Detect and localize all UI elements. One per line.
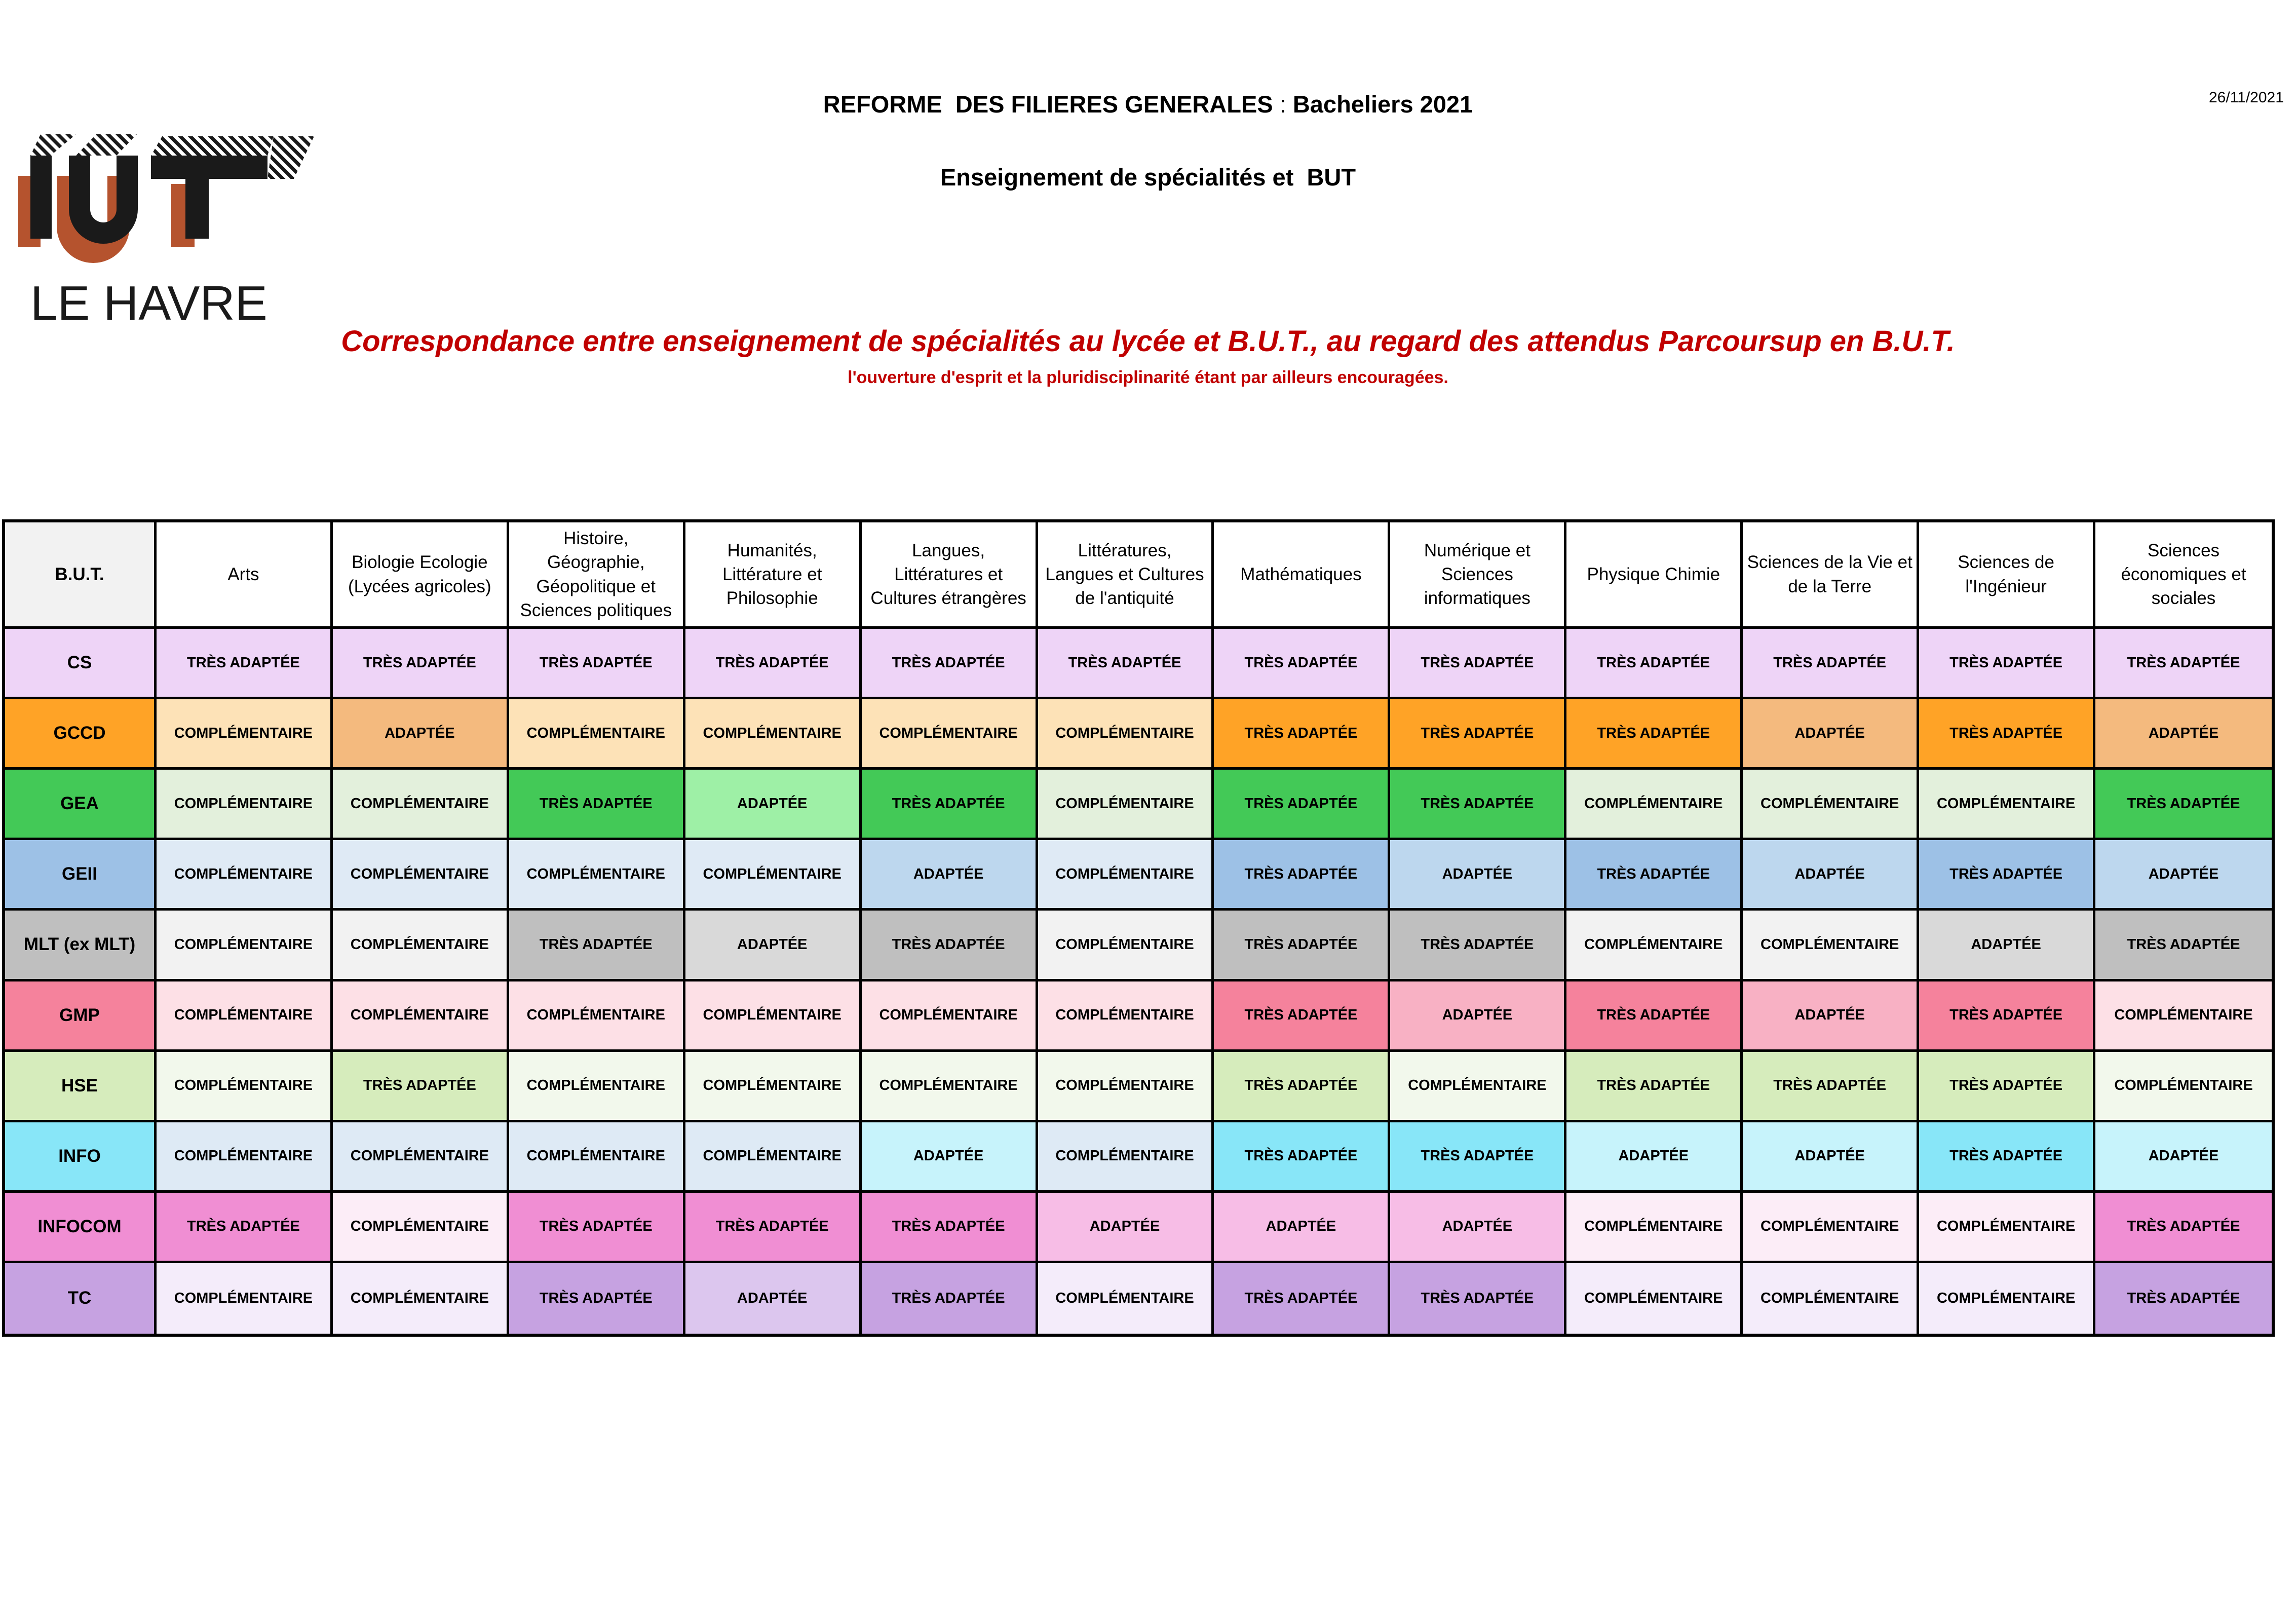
column-header: Sciences de la Vie et de la Terre — [1743, 522, 1919, 629]
column-header: Littératures, Langues et Cultures de l'antiquité — [1038, 522, 1214, 629]
matrix-cell: ADAPTÉE — [2095, 1122, 2272, 1193]
title-main: REFORME DES FILIERES GENERALES — [823, 91, 1273, 118]
matrix-cell: COMPLÉMENTAIRE — [2095, 981, 2272, 1052]
matrix-cell: ADAPTÉE — [1038, 1193, 1214, 1263]
row-label-cs: CS — [5, 629, 157, 699]
matrix-cell: TRÈS ADAPTÉE — [509, 911, 685, 981]
logo-city: LE HAVRE — [30, 276, 267, 330]
matrix-cell: TRÈS ADAPTÉE — [157, 629, 333, 699]
matrix-cell: COMPLÉMENTAIRE — [1743, 911, 1919, 981]
matrix-cell: TRÈS ADAPTÉE — [509, 1263, 685, 1334]
matrix-cell: TRÈS ADAPTÉE — [862, 1263, 1038, 1334]
matrix-cell: COMPLÉMENTAIRE — [685, 1052, 862, 1122]
matrix-cell: TRÈS ADAPTÉE — [1390, 911, 1566, 981]
matrix-cell: COMPLÉMENTAIRE — [1038, 770, 1214, 840]
matrix-cell: COMPLÉMENTAIRE — [333, 981, 509, 1052]
matrix-cell: ADAPTÉE — [2095, 840, 2272, 911]
matrix-cell: COMPLÉMENTAIRE — [333, 1193, 509, 1263]
matrix-cell: ADAPTÉE — [1919, 911, 2095, 981]
matrix-cell: TRÈS ADAPTÉE — [862, 770, 1038, 840]
matrix-cell: COMPLÉMENTAIRE — [1038, 1263, 1214, 1334]
matrix-cell: TRÈS ADAPTÉE — [1390, 699, 1566, 770]
matrix-cell: TRÈS ADAPTÉE — [1743, 1052, 1919, 1122]
title-year: Bacheliers 2021 — [1292, 91, 1473, 118]
page-subtitle: Enseignement de spécialités et BUT — [940, 164, 1356, 191]
matrix-cell: COMPLÉMENTAIRE — [685, 1122, 862, 1193]
matrix-cell: COMPLÉMENTAIRE — [157, 770, 333, 840]
matrix-cell: COMPLÉMENTAIRE — [509, 981, 685, 1052]
matrix-cell: COMPLÉMENTAIRE — [157, 1263, 333, 1334]
matrix-cell: ADAPTÉE — [333, 699, 509, 770]
matrix-cell: ADAPTÉE — [1214, 1193, 1390, 1263]
matrix-cell: COMPLÉMENTAIRE — [509, 1052, 685, 1122]
matrix-cell: TRÈS ADAPTÉE — [1390, 770, 1566, 840]
matrix-cell: COMPLÉMENTAIRE — [1038, 1122, 1214, 1193]
matrix-cell: COMPLÉMENTAIRE — [1038, 840, 1214, 911]
matrix-cell: COMPLÉMENTAIRE — [1743, 1263, 1919, 1334]
matrix-cell: TRÈS ADAPTÉE — [333, 1052, 509, 1122]
matrix-cell: TRÈS ADAPTÉE — [1566, 840, 1743, 911]
correspondence-note: l'ouverture d'esprit et la pluridisciplinarité étant par ailleurs encouragées. — [848, 368, 1448, 387]
matrix-cell: TRÈS ADAPTÉE — [2095, 1193, 2272, 1263]
matrix-cell: COMPLÉMENTAIRE — [157, 981, 333, 1052]
matrix-cell: TRÈS ADAPTÉE — [1919, 1122, 2095, 1193]
matrix-cell: TRÈS ADAPTÉE — [2095, 911, 2272, 981]
row-label-geii: GEII — [5, 840, 157, 911]
column-header: Numérique et Sciences informatiques — [1390, 522, 1566, 629]
matrix-cell: TRÈS ADAPTÉE — [1214, 1122, 1390, 1193]
page-title — [0, 90, 2296, 118]
matrix-cell: COMPLÉMENTAIRE — [1919, 770, 2095, 840]
matrix-cell: COMPLÉMENTAIRE — [1566, 1263, 1743, 1334]
matrix-cell: TRÈS ADAPTÉE — [509, 1193, 685, 1263]
matrix-cell: COMPLÉMENTAIRE — [685, 699, 862, 770]
row-label-gmp: GMP — [5, 981, 157, 1052]
matrix-cell: ADAPTÉE — [685, 911, 862, 981]
matrix-cell: ADAPTÉE — [1743, 840, 1919, 911]
matrix-cell: COMPLÉMENTAIRE — [862, 981, 1038, 1052]
matrix-cell: COMPLÉMENTAIRE — [1038, 1052, 1214, 1122]
matrix-cell: TRÈS ADAPTÉE — [862, 911, 1038, 981]
matrix-cell: COMPLÉMENTAIRE — [1919, 1263, 2095, 1334]
matrix-cell: ADAPTÉE — [2095, 699, 2272, 770]
column-header: Langues, Littératures et Cultures étrangères — [862, 522, 1038, 629]
iut-le-havre-logo — [10, 129, 329, 332]
matrix-cell: ADAPTÉE — [1566, 1122, 1743, 1193]
matrix-cell: TRÈS ADAPTÉE — [1214, 840, 1390, 911]
row-label-hse: HSE — [5, 1052, 157, 1122]
matrix-cell: TRÈS ADAPTÉE — [1214, 1052, 1390, 1122]
matrix-cell: COMPLÉMENTAIRE — [333, 840, 509, 911]
matrix-cell: TRÈS ADAPTÉE — [2095, 629, 2272, 699]
matrix-cell: COMPLÉMENTAIRE — [685, 981, 862, 1052]
matrix-cell: COMPLÉMENTAIRE — [1743, 770, 1919, 840]
matrix-cell: TRÈS ADAPTÉE — [1743, 629, 1919, 699]
row-label-gccd: GCCD — [5, 699, 157, 770]
header-corner-but: B.U.T. — [5, 522, 157, 629]
matrix-cell: TRÈS ADAPTÉE — [1566, 1052, 1743, 1122]
row-label-info: INFO — [5, 1122, 157, 1193]
matrix-cell: COMPLÉMENTAIRE — [333, 911, 509, 981]
matrix-cell: TRÈS ADAPTÉE — [333, 629, 509, 699]
matrix-cell: TRÈS ADAPTÉE — [1214, 981, 1390, 1052]
matrix-cell: TRÈS ADAPTÉE — [1919, 629, 2095, 699]
matrix-cell: TRÈS ADAPTÉE — [685, 629, 862, 699]
matrix-cell: TRÈS ADAPTÉE — [1390, 629, 1566, 699]
column-header: Sciences économiques et sociales — [2095, 522, 2272, 629]
matrix-cell: TRÈS ADAPTÉE — [862, 629, 1038, 699]
matrix-cell: COMPLÉMENTAIRE — [862, 699, 1038, 770]
matrix-cell: COMPLÉMENTAIRE — [333, 770, 509, 840]
matrix-cell: COMPLÉMENTAIRE — [157, 840, 333, 911]
matrix-cell: COMPLÉMENTAIRE — [1919, 1193, 2095, 1263]
matrix-cell: COMPLÉMENTAIRE — [1038, 911, 1214, 981]
matrix-cell: TRÈS ADAPTÉE — [685, 1193, 862, 1263]
matrix-cell: ADAPTÉE — [685, 770, 862, 840]
title-colon: : — [1273, 91, 1293, 118]
matrix-cell: ADAPTÉE — [685, 1263, 862, 1334]
matrix-cell: TRÈS ADAPTÉE — [1566, 629, 1743, 699]
matrix-cell: COMPLÉMENTAIRE — [2095, 1052, 2272, 1122]
matrix-cell: TRÈS ADAPTÉE — [2095, 1263, 2272, 1334]
matrix-cell: COMPLÉMENTAIRE — [1743, 1193, 1919, 1263]
matrix-cell: ADAPTÉE — [1743, 699, 1919, 770]
row-label-tc: TC — [5, 1263, 157, 1334]
matrix-cell: TRÈS ADAPTÉE — [1214, 699, 1390, 770]
matrix-cell: COMPLÉMENTAIRE — [509, 1122, 685, 1193]
matrix-cell: TRÈS ADAPTÉE — [1566, 699, 1743, 770]
matrix-cell: TRÈS ADAPTÉE — [509, 770, 685, 840]
matrix-cell: ADAPTÉE — [862, 1122, 1038, 1193]
correspondence-title: Correspondance entre enseignement de spécialités au lycée et B.U.T., au regard des attendus Parcoursup en B.U.T. — [341, 325, 1955, 358]
document-date: 26/11/2021 — [2209, 89, 2284, 106]
matrix-cell: TRÈS ADAPTÉE — [862, 1193, 1038, 1263]
matrix-cell: TRÈS ADAPTÉE — [1390, 1263, 1566, 1334]
matrix-cell: COMPLÉMENTAIRE — [1566, 911, 1743, 981]
matrix-cell: TRÈS ADAPTÉE — [1214, 629, 1390, 699]
matrix-cell: COMPLÉMENTAIRE — [862, 1052, 1038, 1122]
matrix-cell: TRÈS ADAPTÉE — [157, 1193, 333, 1263]
matrix-cell: COMPLÉMENTAIRE — [333, 1263, 509, 1334]
matrix-cell: COMPLÉMENTAIRE — [157, 1122, 333, 1193]
matrix-cell: COMPLÉMENTAIRE — [509, 840, 685, 911]
column-header: Humanités, Littérature et Philosophie — [685, 522, 862, 629]
matrix-cell: COMPLÉMENTAIRE — [333, 1122, 509, 1193]
matrix-cell: TRÈS ADAPTÉE — [1919, 1052, 2095, 1122]
matrix-cell: ADAPTÉE — [1743, 1122, 1919, 1193]
column-header: Biologie Ecologie (Lycées agricoles) — [333, 522, 509, 629]
matrix-cell: TRÈS ADAPTÉE — [1214, 770, 1390, 840]
matrix-cell: COMPLÉMENTAIRE — [1038, 699, 1214, 770]
specialty-matrix-table — [2, 519, 2275, 1337]
column-header: Arts — [157, 522, 333, 629]
matrix-cell: TRÈS ADAPTÉE — [1038, 629, 1214, 699]
matrix-cell: COMPLÉMENTAIRE — [1566, 770, 1743, 840]
matrix-cell: COMPLÉMENTAIRE — [157, 1052, 333, 1122]
matrix-cell: COMPLÉMENTAIRE — [685, 840, 862, 911]
matrix-cell: COMPLÉMENTAIRE — [157, 699, 333, 770]
matrix-cell: TRÈS ADAPTÉE — [1214, 911, 1390, 981]
matrix-cell: TRÈS ADAPTÉE — [1919, 699, 2095, 770]
column-header: Mathématiques — [1214, 522, 1390, 629]
matrix-cell: ADAPTÉE — [1390, 981, 1566, 1052]
row-label-infocom: INFOCOM — [5, 1193, 157, 1263]
column-header: Sciences de l'Ingénieur — [1919, 522, 2095, 629]
matrix-cell: ADAPTÉE — [1390, 840, 1566, 911]
matrix-cell: TRÈS ADAPTÉE — [2095, 770, 2272, 840]
row-label-mlt-ex-mlt: MLT (ex MLT) — [5, 911, 157, 981]
matrix-cell: TRÈS ADAPTÉE — [509, 629, 685, 699]
column-header: Physique Chimie — [1566, 522, 1743, 629]
matrix-cell: ADAPTÉE — [862, 840, 1038, 911]
matrix-cell: TRÈS ADAPTÉE — [1390, 1122, 1566, 1193]
matrix-cell: ADAPTÉE — [1743, 981, 1919, 1052]
matrix-cell: COMPLÉMENTAIRE — [509, 699, 685, 770]
column-header: Histoire, Géographie, Géopolitique et Sciences politiques — [509, 522, 685, 629]
matrix-cell: COMPLÉMENTAIRE — [1038, 981, 1214, 1052]
matrix-cell: TRÈS ADAPTÉE — [1919, 840, 2095, 911]
matrix-cell: TRÈS ADAPTÉE — [1214, 1263, 1390, 1334]
row-label-gea: GEA — [5, 770, 157, 840]
matrix-cell: ADAPTÉE — [1390, 1193, 1566, 1263]
matrix-cell: COMPLÉMENTAIRE — [157, 911, 333, 981]
matrix-cell: COMPLÉMENTAIRE — [1390, 1052, 1566, 1122]
matrix-cell: TRÈS ADAPTÉE — [1919, 981, 2095, 1052]
matrix-cell: TRÈS ADAPTÉE — [1566, 981, 1743, 1052]
matrix-cell: COMPLÉMENTAIRE — [1566, 1193, 1743, 1263]
